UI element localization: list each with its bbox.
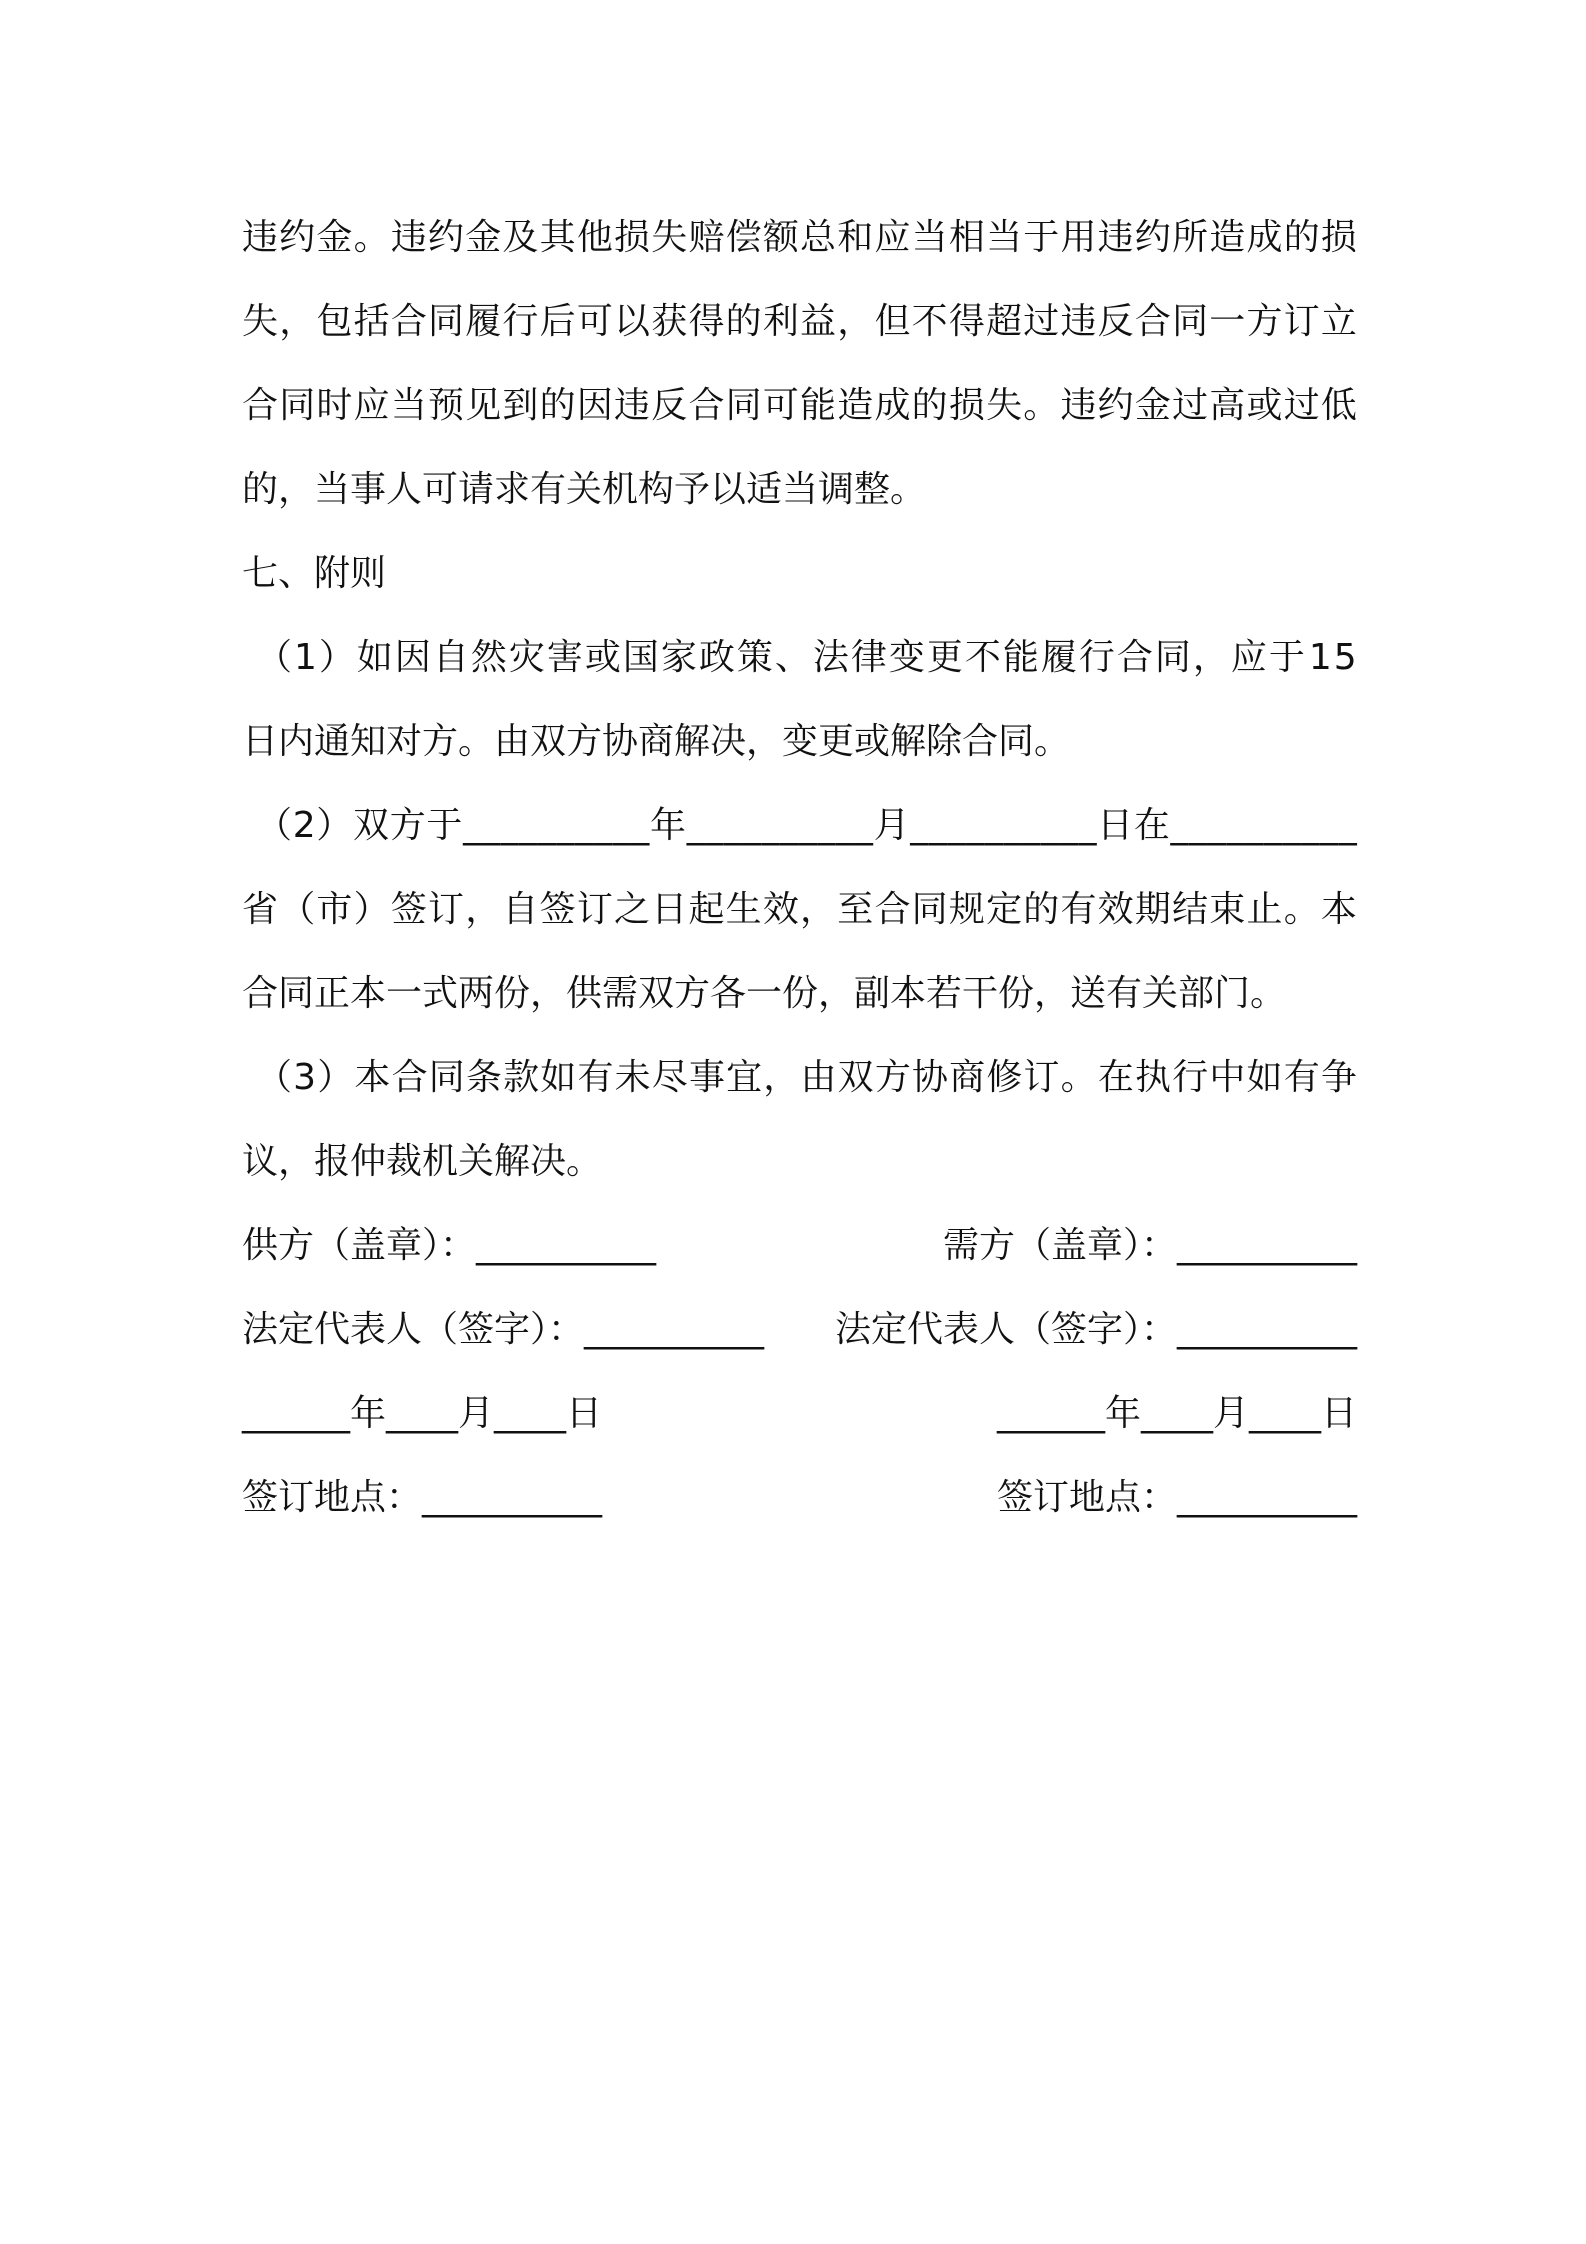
signature-row-place <box>242 1456 1357 1540</box>
signature-row-seal <box>242 1204 1357 1288</box>
penalty-line-4: 的，当事人可请求有关机构予以适当调整。 <box>242 469 927 510</box>
signature-row-representative <box>242 1288 1357 1372</box>
penalty-line-1: 违 约 金 。 违 约 金 及 其 他 损 失 赔 偿 额 总 和 应 当 相 当 于 用 违 约 所 造 成 的 损 <box>242 217 1357 258</box>
penalty-line-3: 合 同 时 应 当 预 见 到 的 因 违 反 合 同 可 能 造 成 的 损 失 。 违 约 金 过 高 或 过 低 <box>242 385 1357 426</box>
buyer-date-field: ______年____月____日 <box>997 1393 1357 1434</box>
clause-2-line-3: 合同正本一式两份，供需双方各一份，副本若干份，送有关部门。 <box>242 973 1287 1014</box>
clause-1-line-1: （ 1 ） 如 因 自 然 灾 害 或 国 家 政 策 、 法 律 变 更 不 能 履 行 合 同 ， 应 于 1 5 <box>256 637 1357 678</box>
clause-3-line-2: 议，报仲裁机关解决。 <box>242 1141 603 1182</box>
supplier-representative-field: 法定代表人（签字）：__________ <box>242 1309 765 1350</box>
supplier-date-field: ______年____月____日 <box>242 1393 602 1434</box>
supplier-seal-field: 供方（盖章）：__________ <box>242 1225 657 1266</box>
clause-2-line-1: （ 2 ） 双 方 于 _ _ _ _ _ _ _ _ _ _ 年 _ _ _ _ _ _ _ _ _ _ 月 _ _ _ _ _ _ _ _ _ _ 日 在 _ _ _ _ _ _ _ _ _ _ <box>256 805 1357 846</box>
document-body <box>242 196 1357 1540</box>
buyer-seal-field: 需方（盖章）：__________ <box>942 1225 1357 1266</box>
buyer-place-field: 签订地点：__________ <box>996 1477 1357 1518</box>
buyer-representative-field: 法定代表人（签字）：__________ <box>834 1309 1357 1350</box>
clause-1-line-2: 日内通知对方。由双方协商解决，变更或解除合同。 <box>242 721 1071 762</box>
supplier-place-field: 签订地点：__________ <box>242 1477 603 1518</box>
section-heading: 七、附则 <box>242 553 387 594</box>
clause-2-line-2: 省 （ 市 ） 签 订 ， 自 签 订 之 日 起 生 效 ， 至 合 同 规 定 的 有 效 期 结 束 止 。 本 <box>242 889 1357 930</box>
clause-3-line-1: （ 3 ） 本 合 同 条 款 如 有 未 尽 事 宜 ， 由 双 方 协 商 修 订 。 在 执 行 中 如 有 争 <box>256 1057 1357 1098</box>
penalty-line-2: 失 ， 包 括 合 同 履 行 后 可 以 获 得 的 利 益 ， 但 不 得 超 过 违 反 合 同 一 方 订 立 <box>242 301 1357 342</box>
signature-row-date <box>242 1372 1357 1456</box>
